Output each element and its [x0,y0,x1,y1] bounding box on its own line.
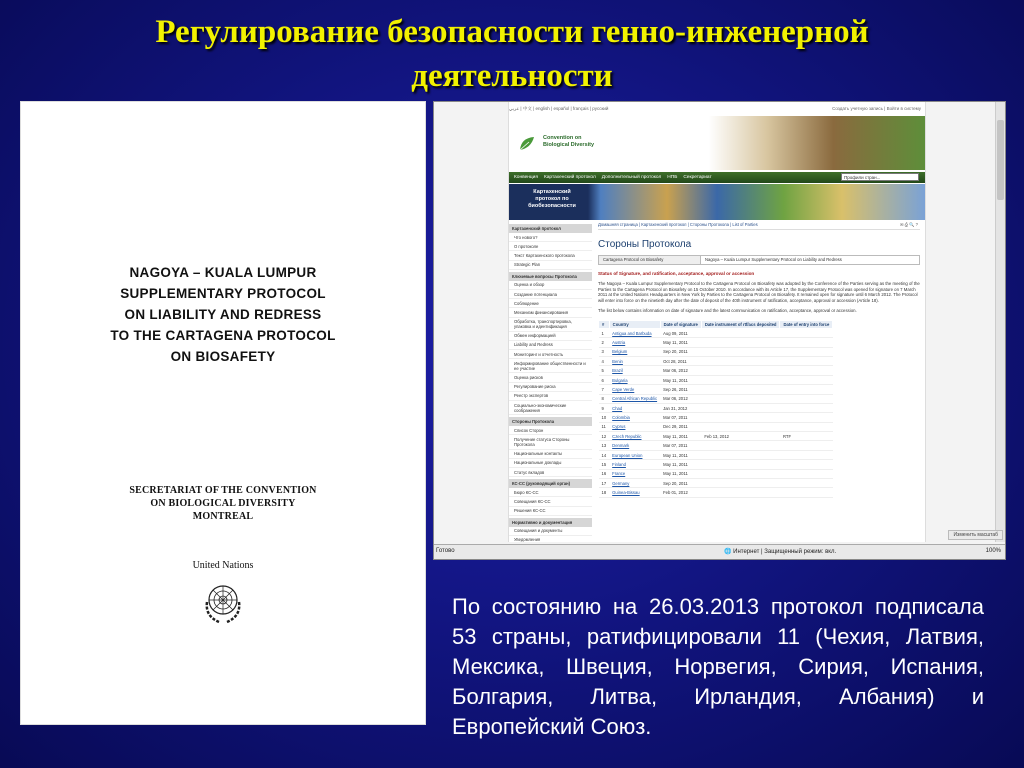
leftnav-item[interactable]: Соблюдение [509,299,592,308]
leftnav-item[interactable]: Создание потенциала [509,290,592,299]
table-cell: 4 [599,357,610,366]
table-cell: 15 [599,460,610,469]
language-links[interactable]: عربي | 中文 | english | español | français | русский [509,106,609,111]
page-title: Стороны Протокола [598,239,692,250]
slide-body-text: По состоянию на 26.03.2013 протокол подписала 53 страны, ратифицировали 11 (Чехия, Латвия, Мексика, Швеция, Норвегия, Сирия, Испания, Болгария, Литва, Ирландия, Албания) и Европейский Союз. [452,594,984,739]
table-cell: 18 [599,488,610,497]
table-cell: May 11, 2011 [660,469,701,478]
leftnav-item[interactable]: О протоколе [509,242,592,251]
table-row [599,357,833,366]
table-cell: 7 [599,385,610,394]
strip-line-1: Картахенский [533,189,571,195]
table-cell: Mar 06, 2012 [660,366,701,375]
leftnav-item[interactable]: Оценка рисков [509,373,592,382]
status-zone [724,548,836,555]
protocol-document-cover [20,101,426,725]
table-cell: 3 [599,347,610,356]
secretariat-line: SECRETARIAT OF THE CONVENTION [129,485,317,496]
table-row [599,366,833,375]
scrollbar-thumb[interactable] [997,120,1004,200]
column-header: Date instrument of rtf/acs deposited [701,320,780,328]
table-cell: May 11, 2011 [660,338,701,347]
leftnav-item[interactable]: Социально-экономические соображения [509,401,592,415]
leftnav-item[interactable]: Уведомления [509,536,592,545]
table-cell: Feb 13, 2012 [701,432,780,441]
column-header: Country [609,320,660,328]
leftnav-item[interactable]: Совещания и документы [509,527,592,536]
leftnav-item[interactable]: Решения КС-СС [509,507,592,516]
cbd-logo-text [543,135,594,149]
country-link[interactable]: Benin [609,357,660,366]
table-cell [780,422,833,431]
table-row [599,413,833,422]
heading-line: TO THE CARTAGENA PROTOCOL [110,328,336,343]
table-cell [701,413,780,422]
leftnav-section-header: Картахенский протокол [509,224,592,233]
table-cell [701,328,780,337]
table-cell: 12 [599,432,610,441]
cbd-leaf-logo-icon [517,134,539,154]
nav-item[interactable]: Конвенция [514,175,538,180]
document-publisher: United Nations [192,560,254,571]
leftnav-item[interactable]: Liability and Redress [509,341,592,350]
table-cell: Feb 01, 2012 [660,488,701,497]
table-cell: Mar 06, 2012 [660,394,701,403]
table-row [599,403,833,412]
table-cell [780,328,833,337]
zoom-button[interactable]: Изменить масштаб [948,530,1003,540]
table-cell [780,394,833,403]
table-cell: 11 [599,422,610,431]
country-link[interactable]: Guinea-Bissau [609,488,660,497]
language-bar [509,104,925,114]
leftnav-item[interactable]: Национальные доклады [509,459,592,468]
table-row [599,469,833,478]
globe-icon: 🌐 [724,549,732,555]
left-navigation [509,222,592,545]
table-cell [701,385,780,394]
table-cell: May 11, 2011 [660,375,701,384]
table-row [599,432,833,441]
table-cell [701,450,780,459]
table-cell: 10 [599,413,610,422]
title-line-2: деятельности [411,58,613,94]
table-cell: 9 [599,403,610,412]
status-ready: Готово [436,548,455,554]
strip-line-2: протокол по [535,196,569,202]
table-row [599,375,833,384]
tab-nagoya-kuala-lumpur[interactable]: Nagoya – Kuala Lumpur Supplementary Protocol on Liability and Redress [700,255,920,264]
main-nav [509,172,925,183]
country-link[interactable]: Chad [609,403,660,412]
country-link[interactable]: Cyprus [609,422,660,431]
leftnav-item[interactable]: Список Сторон [509,426,592,435]
protocol-tabs [598,255,920,265]
table-cell: May 11, 2011 [660,450,701,459]
table-row [599,347,833,356]
table-cell: Oct 28, 2011 [660,357,701,366]
leftnav-item[interactable]: Механизм финансирования [509,308,592,317]
table-cell: 6 [599,375,610,384]
leftnav-item[interactable]: Обмен информацией [509,332,592,341]
table-cell [780,460,833,469]
leftnav-item[interactable]: Обработка, транспортировка, упаковка и идентификация [509,318,592,332]
country-link[interactable]: Antigua and Barbuda [609,328,660,337]
country-link[interactable]: Bulgaria [609,375,660,384]
table-cell: May 11, 2011 [660,460,701,469]
leftnav-item[interactable]: Мониторинг и отчетность [509,350,592,359]
site-banner [509,116,925,170]
parties-table [598,320,833,498]
breadcrumb [598,222,920,230]
table-cell: Sep 20, 2011 [660,347,701,356]
table-cell [780,441,833,450]
leftnav-item[interactable]: Информирование общественности и ее участие [509,359,592,373]
table-cell: RTF [780,432,833,441]
table-cell: 5 [599,366,610,375]
table-cell: May 11, 2011 [660,432,701,441]
leftnav-item[interactable]: Национальные контакты [509,450,592,459]
table-cell: 2 [599,338,610,347]
heading-line: NAGOYA – KUALA LUMPUR [129,265,317,280]
column-header: Date of entry into force [780,320,833,328]
column-header: # [599,320,610,328]
table-row [599,441,833,450]
table-cell: Aug 09, 2011 [660,328,701,337]
table-cell: 1 [599,328,610,337]
tab-cartagena[interactable]: Cartagena Protocol on Biosafety [598,255,703,264]
table-row [599,460,833,469]
leftnav-section-header: Ключевые вопросы Протокола [509,272,592,281]
leftnav-item[interactable]: Текст Картахенского протокола [509,251,592,260]
cbd-website [508,102,926,542]
table-cell [701,478,780,487]
country-link[interactable]: Denmark [609,441,660,450]
leftnav-item[interactable]: Регулирование риска [509,383,592,392]
table-cell [780,413,833,422]
leftnav-item[interactable]: Статус вкладов [509,468,592,477]
status-zoom[interactable]: 100% [985,548,1001,554]
table-cell [780,403,833,412]
table-cell [701,375,780,384]
table-cell: 13 [599,441,610,450]
slide-title [40,10,984,98]
table-cell [701,347,780,356]
table-cell [701,422,780,431]
country-link[interactable]: European Union [609,450,660,459]
table-cell: 16 [599,469,610,478]
strip-label [513,189,591,210]
leftnav-item[interactable]: Получение статуса Стороны Протокола [509,435,592,449]
country-link[interactable]: Colombia [609,413,660,422]
table-cell: 17 [599,478,610,487]
document-heading [21,262,425,367]
table-cell [701,403,780,412]
country-link[interactable]: Central African Republic [609,394,660,403]
leftnav-item[interactable]: Реестр экспертов [509,392,592,401]
leftnav-item[interactable]: Оценка и обзор [509,281,592,290]
account-links[interactable]: Создать учетную запись | Войти в систему [832,106,921,111]
table-cell [780,450,833,459]
table-cell [701,488,780,497]
secretariat-line: MONTREAL [192,511,254,522]
table-cell: Mar 07, 2011 [660,441,701,450]
country-link[interactable]: Belgium [609,347,660,356]
country-link[interactable]: Cape Verde [609,385,660,394]
country-link[interactable]: Brazil [609,366,660,375]
page-scrollbar[interactable] [995,102,1005,542]
status-zone-text: Интернет | Защищенный режим: вкл. [733,549,837,555]
secretariat-line: ON BIOLOGICAL DIVERSITY [150,498,296,509]
breadcrumb-links[interactable]: Домашняя страница | Картахенский протокол | Стороны Протокола | List of Parties [598,222,758,227]
table-cell [780,347,833,356]
table-cell [780,338,833,347]
table-cell [701,394,780,403]
table-cell [701,338,780,347]
table-row [599,422,833,431]
table-cell: Mar 07, 2011 [660,413,701,422]
table-cell [701,357,780,366]
nav-item[interactable]: Секретариат [683,175,712,180]
column-header: Date of signature [660,320,701,328]
leftnav-item[interactable]: Strategic Plan [509,261,592,270]
leftnav-section-header: Стороны Протокола [509,417,592,426]
browser-status-bar [434,544,1005,559]
strip-line-3: биобезопасности [528,203,576,209]
logo-line-2: Biological Diversity [543,142,595,148]
table-cell: 14 [599,450,610,459]
heading-line: ON BIOSAFETY [170,349,276,364]
intro-paragraph: The Nagoya – Kuala Lumpur Supplementary Protocol to the Cartagena Protocol on Biosafety was adopted by the Conference of the Parties serving as the meeting of the Parties to the Cartagena Protocol on Biosafety on 15 October 2010. In accordance with its Article 17, the Supplementary Protocol was opened for signature on 7 March 2011 at the United Nations Headquarters in New York by Parties to the Cartagena Protocol on Biosafety. It remained open for signature until 6 March 2012. The Protocol will enter into force on the ninetieth day after the date of deposit of the 40th instrument of ratification, acceptance, approval or accession (Article 18). [598,281,920,303]
leftnav-item[interactable]: Что нового? [509,233,592,242]
table-cell [780,385,833,394]
table-cell [701,366,780,375]
table-row [599,385,833,394]
table-cell [780,366,833,375]
un-emblem-icon [203,580,243,626]
country-link[interactable]: France [609,469,660,478]
country-link[interactable]: Germany [609,478,660,487]
title-line-1: Регулирование безопасности генно-инженерной [155,14,869,50]
leftnav-item[interactable]: Совещания КС-СС [509,497,592,506]
list-paragraph: The list below contains information on date of signature and the latest communication on ratification, acceptance, approval or accession. [598,308,857,314]
nav-item[interactable]: НПБ [667,175,678,180]
logo-line-1: Convention on [543,135,582,141]
table-cell: Sep 26, 2011 [660,385,701,394]
table-cell [780,375,833,384]
country-link[interactable]: Finland [609,460,660,469]
country-profiles-select[interactable]: Профили стран... [841,173,919,181]
table-row [599,450,833,459]
table-cell [701,460,780,469]
document-secretariat [21,484,425,523]
table-row [599,328,833,337]
table-row [599,478,833,487]
browser-screenshot [433,101,1006,560]
nav-item[interactable]: Дополнительный протокол [601,175,662,180]
status-heading: Status of Signature, and ratification, acceptance, approval or accession [598,271,755,276]
main-content [598,222,920,498]
country-link[interactable]: Czech Republic [609,432,660,441]
leftnav-item[interactable]: Бюро КС-СС [509,488,592,497]
table-cell: Dec 29, 2011 [660,422,701,431]
table-cell [780,469,833,478]
table-cell [780,488,833,497]
page-tools-icons[interactable]: ✉ ⎙ 🔍 ? [900,222,918,227]
country-link[interactable]: Austria [609,338,660,347]
table-row [599,338,833,347]
table-cell [780,357,833,366]
leftnav-section-header: КС-СС (руководящий орган) [509,479,592,488]
heading-line: ON LIABILITY AND REDRESS [124,307,322,322]
table-cell [780,478,833,487]
nav-item[interactable]: Картахенский протокол [543,175,596,180]
table-cell [701,469,780,478]
table-cell [701,441,780,450]
heading-line: SUPPLEMENTARY PROTOCOL [120,286,326,301]
table-cell: Sep 20, 2011 [660,478,701,487]
table-row [599,394,833,403]
table-cell: Jan 31, 2012 [660,403,701,412]
table-row [599,488,833,497]
photo-strip [509,184,925,220]
table-cell: 8 [599,394,610,403]
leftnav-section-header: Нормативно и документация [509,518,592,527]
